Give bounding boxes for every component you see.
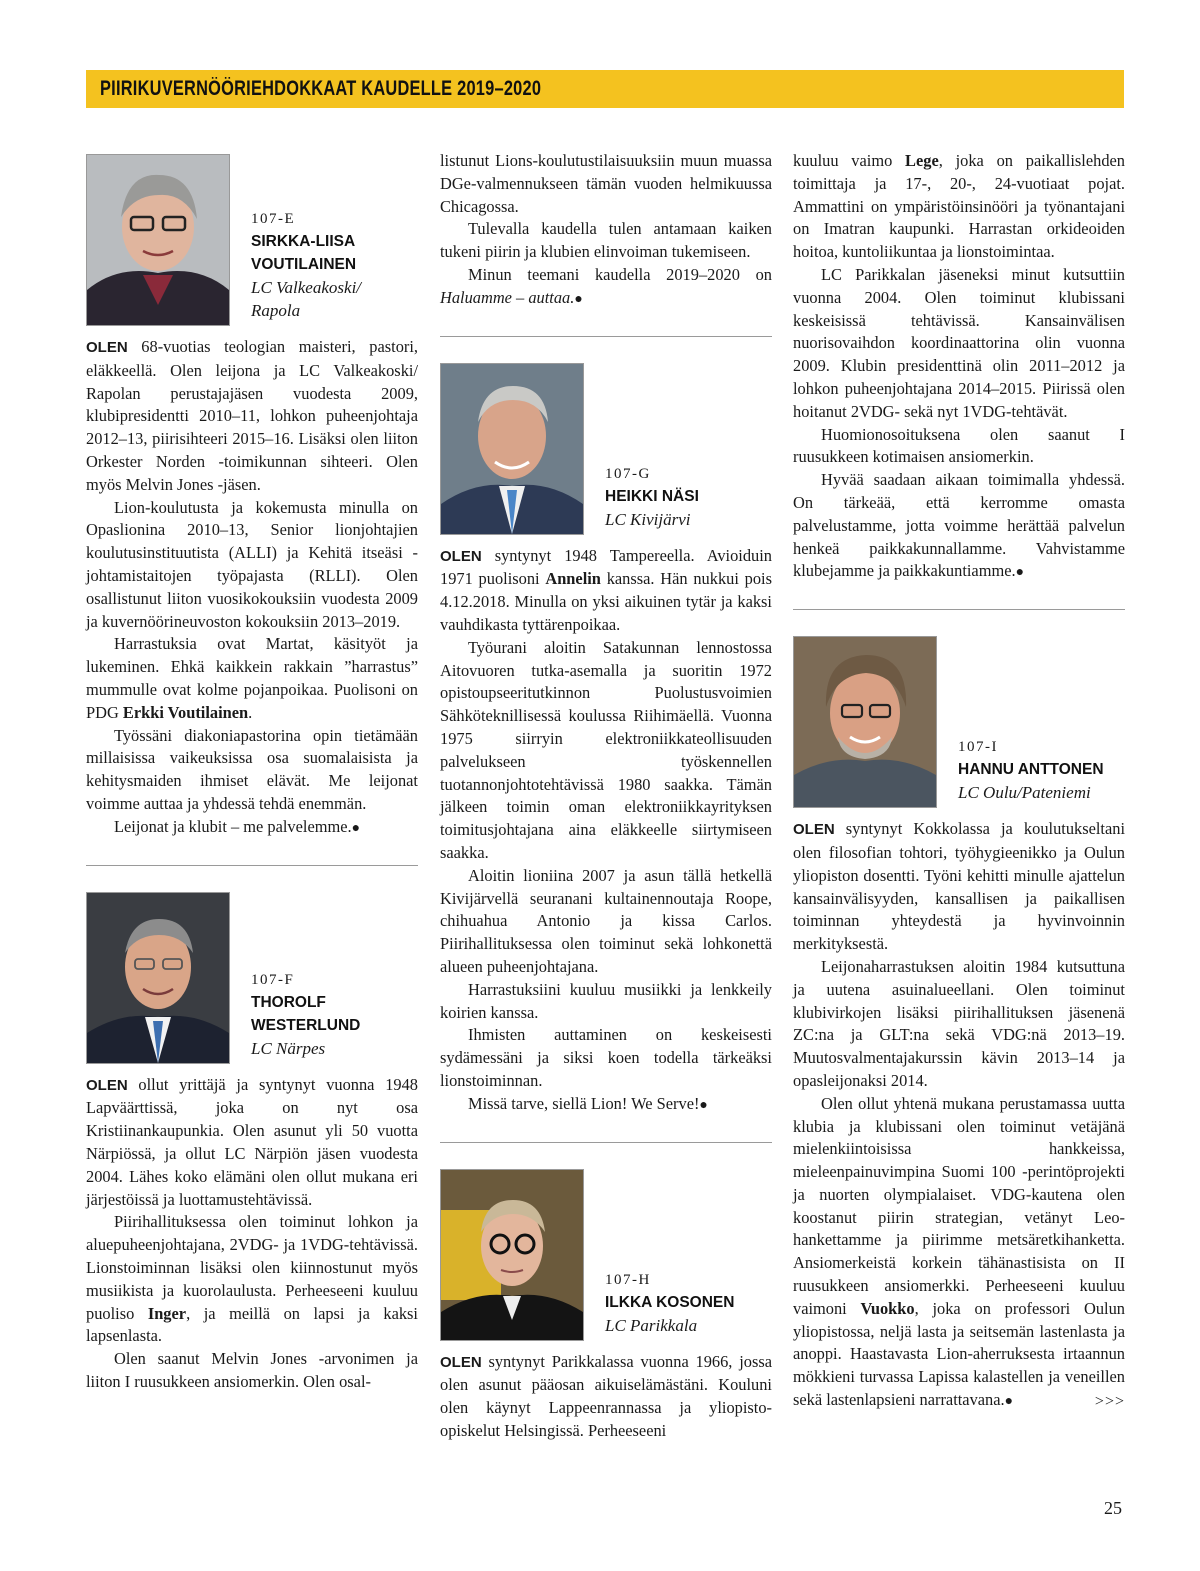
end-mark-icon: ● <box>699 1097 708 1113</box>
bio-paragraph: OLEN syntynyt Parikkalassa vuonna 1966, jossa olen asunut pääosan aikuiselämästäni. Kouluni olen käynyt Lappeenrannassa ja yliopisto-opiskelut Helsingissä. Perheeseeni <box>440 1351 772 1440</box>
candidate-name: VOUTILAINEN <box>251 256 357 273</box>
bio-paragraph: Olen saanut Melvin Jones -arvonimen ja liiton I ruusukkeen ansiomerkin. Olen osal- <box>86 1349 418 1391</box>
candidate-profile-i <box>793 632 1125 804</box>
bio-paragraph: Lion-koulutusta ja kokemusta minulla on Opaslionina 2010–13, Senior lionjohtajien koulutusinstituutista (ALLI) ja Kehitä itseäsi -johtamistaitojen työpajasta (RLLI). Olen osallistunut liiton vuosikokouksiin vuodesta 2009 ja kuvernöörineuvoston kokouksiin 2013–2019. <box>86 497 418 631</box>
portrait-photo <box>86 892 230 1064</box>
bio-lead: OLEN <box>793 821 835 839</box>
bio-paragraph: OLEN 68-vuotias teologian maisteri, pastori, eläkkeellä. Olen leijona ja LC Valkeakoski/ Rapolan perustajajäsen vuodesta 2009, klubipresidentti 2010–11, lohkon puheenjohtaja 2012–13, piirisihteeri 2015–16. Lisäksi olen liiton Orkester Norden -toimikunnan sihteeri. Olen myös Melvin Jones -jäsen. <box>86 337 418 494</box>
header-banner <box>86 70 1124 108</box>
candidate-profile-h <box>440 1165 772 1337</box>
bio-paragraph: Leijonat ja klubit – me palvelemme.● <box>114 816 361 836</box>
bio-paragraph: Huomionosoituksena olen saanut I ruusukkeen kotimaisen ansiomerkin. <box>793 424 1125 467</box>
bio-paragraph: Aloitin lioniina 2007 ja asun tällä hetkellä Kivijärvellä seuranani kultainennoutaja Roope, chihuahua Antonio ja kissa Carlos. Piirihallituksessa olen toiminut sekä lohkonettä alueen puheenjohtajana. <box>440 865 772 976</box>
spouse-name: Lege <box>905 151 939 170</box>
candidate-name: ILKKA KOSONEN <box>605 1293 735 1311</box>
club-name: LC Kivijärvi <box>605 509 691 529</box>
candidate-profile-e <box>86 150 418 322</box>
spouse-name: Vuokko <box>860 1298 915 1318</box>
candidate-bio-continued <box>793 150 1125 585</box>
club-name: LC Parikkala <box>605 1315 698 1335</box>
candidate-meta <box>605 1269 734 1337</box>
candidate-name: HEIKKI NÄSI <box>605 487 699 505</box>
bio-paragraph: Leijonaharrastuksen aloitin 1984 kutsuttuna ja uutena asuinalueellani. Olen toiminut klubivirkojen lisäksi piirihallituksen jäsenenä ZC:na ja GLT:na sekä VDG:nä 2013–19. Muutosvalmentajakurssin kävin 2013–14 ja opasleijonaksi 2014. <box>793 956 1125 1090</box>
bio-paragraph: kuuluu vaimo Lege, joka on paikallislehden toimittaja ja 17-, 20-, 24-vuotiaat pojat. Ammattini on ympäristöinsinööri ja työnantajani on Imatran kaupunki. Harrastan orkideoiden hoitoa, kuntoliikuntaa ja lionstoimintaa. <box>793 151 1125 262</box>
bio-paragraph: OLEN syntynyt 1948 Tampereella. Avioiduin 1971 puolisoni Annelin kanssa. Hän nukkui pois 4.12.2018. Minulla on yksi aikuinen tytär ja kaksi vauhdikasta tyttärenpoikaa. <box>440 545 772 634</box>
club-name: LC Oulu/Pateniemi <box>958 783 1091 803</box>
section-divider <box>440 336 772 337</box>
district-code: 107-G <box>605 465 651 482</box>
bio-lead: OLEN <box>440 547 482 565</box>
club-name: LC Närpes <box>251 1038 326 1058</box>
bio-lead: OLEN <box>86 339 128 356</box>
candidate-name: WESTERLUND <box>251 1016 361 1034</box>
bio-paragraph: Ihmisten auttaminen on keskeisesti sydämessäni ja siksi koen todella tärkeäksi lionstoiminnan. <box>440 1025 772 1090</box>
bio-paragraph: OLEN syntynyt Kokkolassa ja koulutukseltani olen filosofian tohtori, työhygieenikko ja Oulun yliopiston dosentti. Työni kehitti minulle ajattelun kansainvälisyyden, kansallisen ja paikallisen toiminnan yhteydestä ja hyvinvoinnin merkityksestä. <box>793 819 1125 954</box>
portrait-photo <box>440 1169 584 1341</box>
bio-lead: OLEN <box>86 1076 128 1094</box>
theme-text: Haluamme – auttaa. <box>440 287 575 307</box>
bio-paragraph: Missä tarve, siellä Lion! We Serve!● <box>468 1093 708 1113</box>
district-code: 107-I <box>958 739 998 756</box>
candidate-bio <box>86 336 418 841</box>
page-number: 25 <box>1104 1498 1122 1518</box>
section-divider <box>86 865 418 866</box>
candidate-bio-continued <box>440 150 772 312</box>
candidate-profile-f <box>86 888 418 1060</box>
bio-paragraph: Piirihallituksessa olen toiminut lohkon ja aluepuheenjohtajana, 2VDG- ja 1VDG-tehtävissä. Lionstoiminnan lisäksi olen kiinnostunut myös musiikista ja kuorolaulusta. Perheeseeni kuuluu puoliso Inger, ja meillä on lapsi ja kaksi lapsenlasta. <box>86 1212 418 1346</box>
column-2 <box>440 150 772 1443</box>
column-3 <box>793 150 1125 1414</box>
bio-paragraph: Minun teemani kaudella 2019–2020 on Haluamme – auttaa.● <box>440 264 772 307</box>
bio-paragraph: LC Parikkalan jäseneksi minut kutsuttiin vuonna 2004. Olen toiminut klubissani keskeisissä tehtävissä. Kansainvälisen nuorisovaihdon koordinaattorina olin vuonna 2009. Klubin presidenttinä olin 2011–2012 ja lohkon puheenjohtajana 2014–2015. Piirissä olen hoitanut 2VDG- sekä nyt 1VDG-tehtävät. <box>793 264 1125 421</box>
candidate-name: HANNU ANTTONEN <box>958 761 1104 779</box>
page-title: PIIRIKUVERNÖÖRIEHDOKKAAT KAUDELLE 2019–2020 <box>100 77 542 100</box>
candidate-bio <box>440 545 772 1118</box>
bio-paragraph: listunut Lions-koulutustilaisuuksiin muun muassa DGe-valmennukseen tämän vuoden helmikuussa Chicagossa. <box>440 151 772 216</box>
bio-paragraph: Työssäni diakoniapastorina opin tietämään millaisissa vaikeuksissa osa suomalaisista ja kehitysmaiden ihmiset elävät. Me leijonat voimme auttaa ja yhdessä tehdä enemmän. <box>86 725 418 813</box>
candidate-bio <box>440 1351 772 1443</box>
candidate-name: THOROLF <box>251 993 326 1011</box>
candidate-bio <box>793 818 1125 1414</box>
end-mark-icon: ● <box>1015 565 1025 581</box>
end-mark-icon: ● <box>351 820 361 836</box>
section-divider <box>440 1142 772 1143</box>
candidate-bio <box>86 1074 418 1394</box>
bio-paragraph: Hyvää saadaan aikaan toimimalla yhdessä. On tärkeää, että kerromme omasta palvelustamme, jotta voimme herättää palvelun henkeä paikkakunnallamme. Vahvistamme klubejamme ja paikkakuntiamme.● <box>793 470 1125 581</box>
candidate-profile-g <box>440 359 772 531</box>
candidate-meta <box>958 736 1104 804</box>
bio-paragraph: Harrastuksiini kuuluu musiikki ja lenkkeily koirien kanssa. <box>440 979 772 1022</box>
bio-lead: OLEN <box>440 1353 482 1371</box>
bio-paragraph: Harrastuksia ovat Martat, käsityöt ja lukeminen. Ehkä kaikkein rakkain ”harrastus” mummulle ovat kolme pojanpoikaa. Puolisoni on PDG Erkki Voutilainen. <box>86 634 418 722</box>
column-1 <box>86 150 418 1394</box>
bio-paragraph: Olen ollut yhtenä mukana perustamassa uutta klubia ja klubissani olen toiminut vetäjänä mielenkiintoisissa hankkeissa, mieleenpainuvimpina Suomi 100 -perintöprojekti ja nuorten olympialaiset. VDG-kautena olen koostanut piirin strategian, vetänyt Leo-hankettamme ja piirimme metsäretkihanketta. Ansiomerkeistä korkein tähänastisista on II ruusukkeen ansiomerkki. Perheeseeni kuuluu vaimoni Vuokko, joka on professori Oulun yliopistossa, neljä lasta ja seitsemän lastenlasta ja anoppi. Haastavasta Lion-aherruksesta irtaannun mökkieni turvassa Lapissa kalastellen ja veneillen sekä lastenlapsieni narrattavana.● <box>793 1093 1125 1410</box>
spouse-name: Erkki Voutilainen <box>122 702 249 722</box>
district-code: 107-F <box>251 971 295 988</box>
section-divider <box>793 609 1125 610</box>
end-mark-icon: ● <box>574 291 583 307</box>
district-code: 107-E <box>251 211 296 227</box>
portrait-photo <box>793 636 937 808</box>
club-name: Rapola <box>251 301 301 320</box>
spouse-name: Inger <box>147 1303 187 1323</box>
bio-paragraph: Tulevalla kaudella tulen antamaan kaiken tukeni piirin ja klubien elinvoiman tukemiseen. <box>440 219 772 262</box>
candidate-meta <box>251 208 361 322</box>
portrait-photo <box>86 154 230 326</box>
continued-indicator: >>> <box>1094 1392 1125 1410</box>
candidate-meta <box>251 969 360 1060</box>
bio-paragraph: Työurani aloitin Satakunnan lennostossa Aitovuoren tutka-asemalla ja suoritin 1972 opistoupseeritutkinnon Puolustusvoimien Sähköteknillisessä koulussa Riihimäellä. Vuonna 1975 siirryin elektroniikkateollisuuden palvelukseen työskennellen tuotannonjohtotehtävissä 1980 saakka. Tämän jälkeen toimin oman elektroniikkayrityksen toimitusjohtajana aina eläkkeelle siirtymiseen saakka. <box>440 637 772 862</box>
portrait-photo <box>440 363 584 535</box>
end-mark-icon: ● <box>1004 1394 1014 1410</box>
candidate-name: SIRKKA-LIISA <box>251 233 356 250</box>
candidate-meta <box>605 463 699 531</box>
spouse-name: Annelin <box>545 569 601 589</box>
district-code: 107-H <box>605 1271 651 1288</box>
bio-paragraph: OLEN ollut yrittäjä ja syntynyt vuonna 1948 Lapväärttissä, joka on nyt osa Kristiinankaupunkia. Olen asunut yli 50 vuotta Närpiössä, ja ollut LC Närpiön jäsen vuodesta 2004. Lähes koko elämäni olen ollut mukana eri järjestöissä ja luottamustehtävissä. <box>86 1074 418 1209</box>
club-name: LC Valkeakoski/ <box>251 278 362 297</box>
